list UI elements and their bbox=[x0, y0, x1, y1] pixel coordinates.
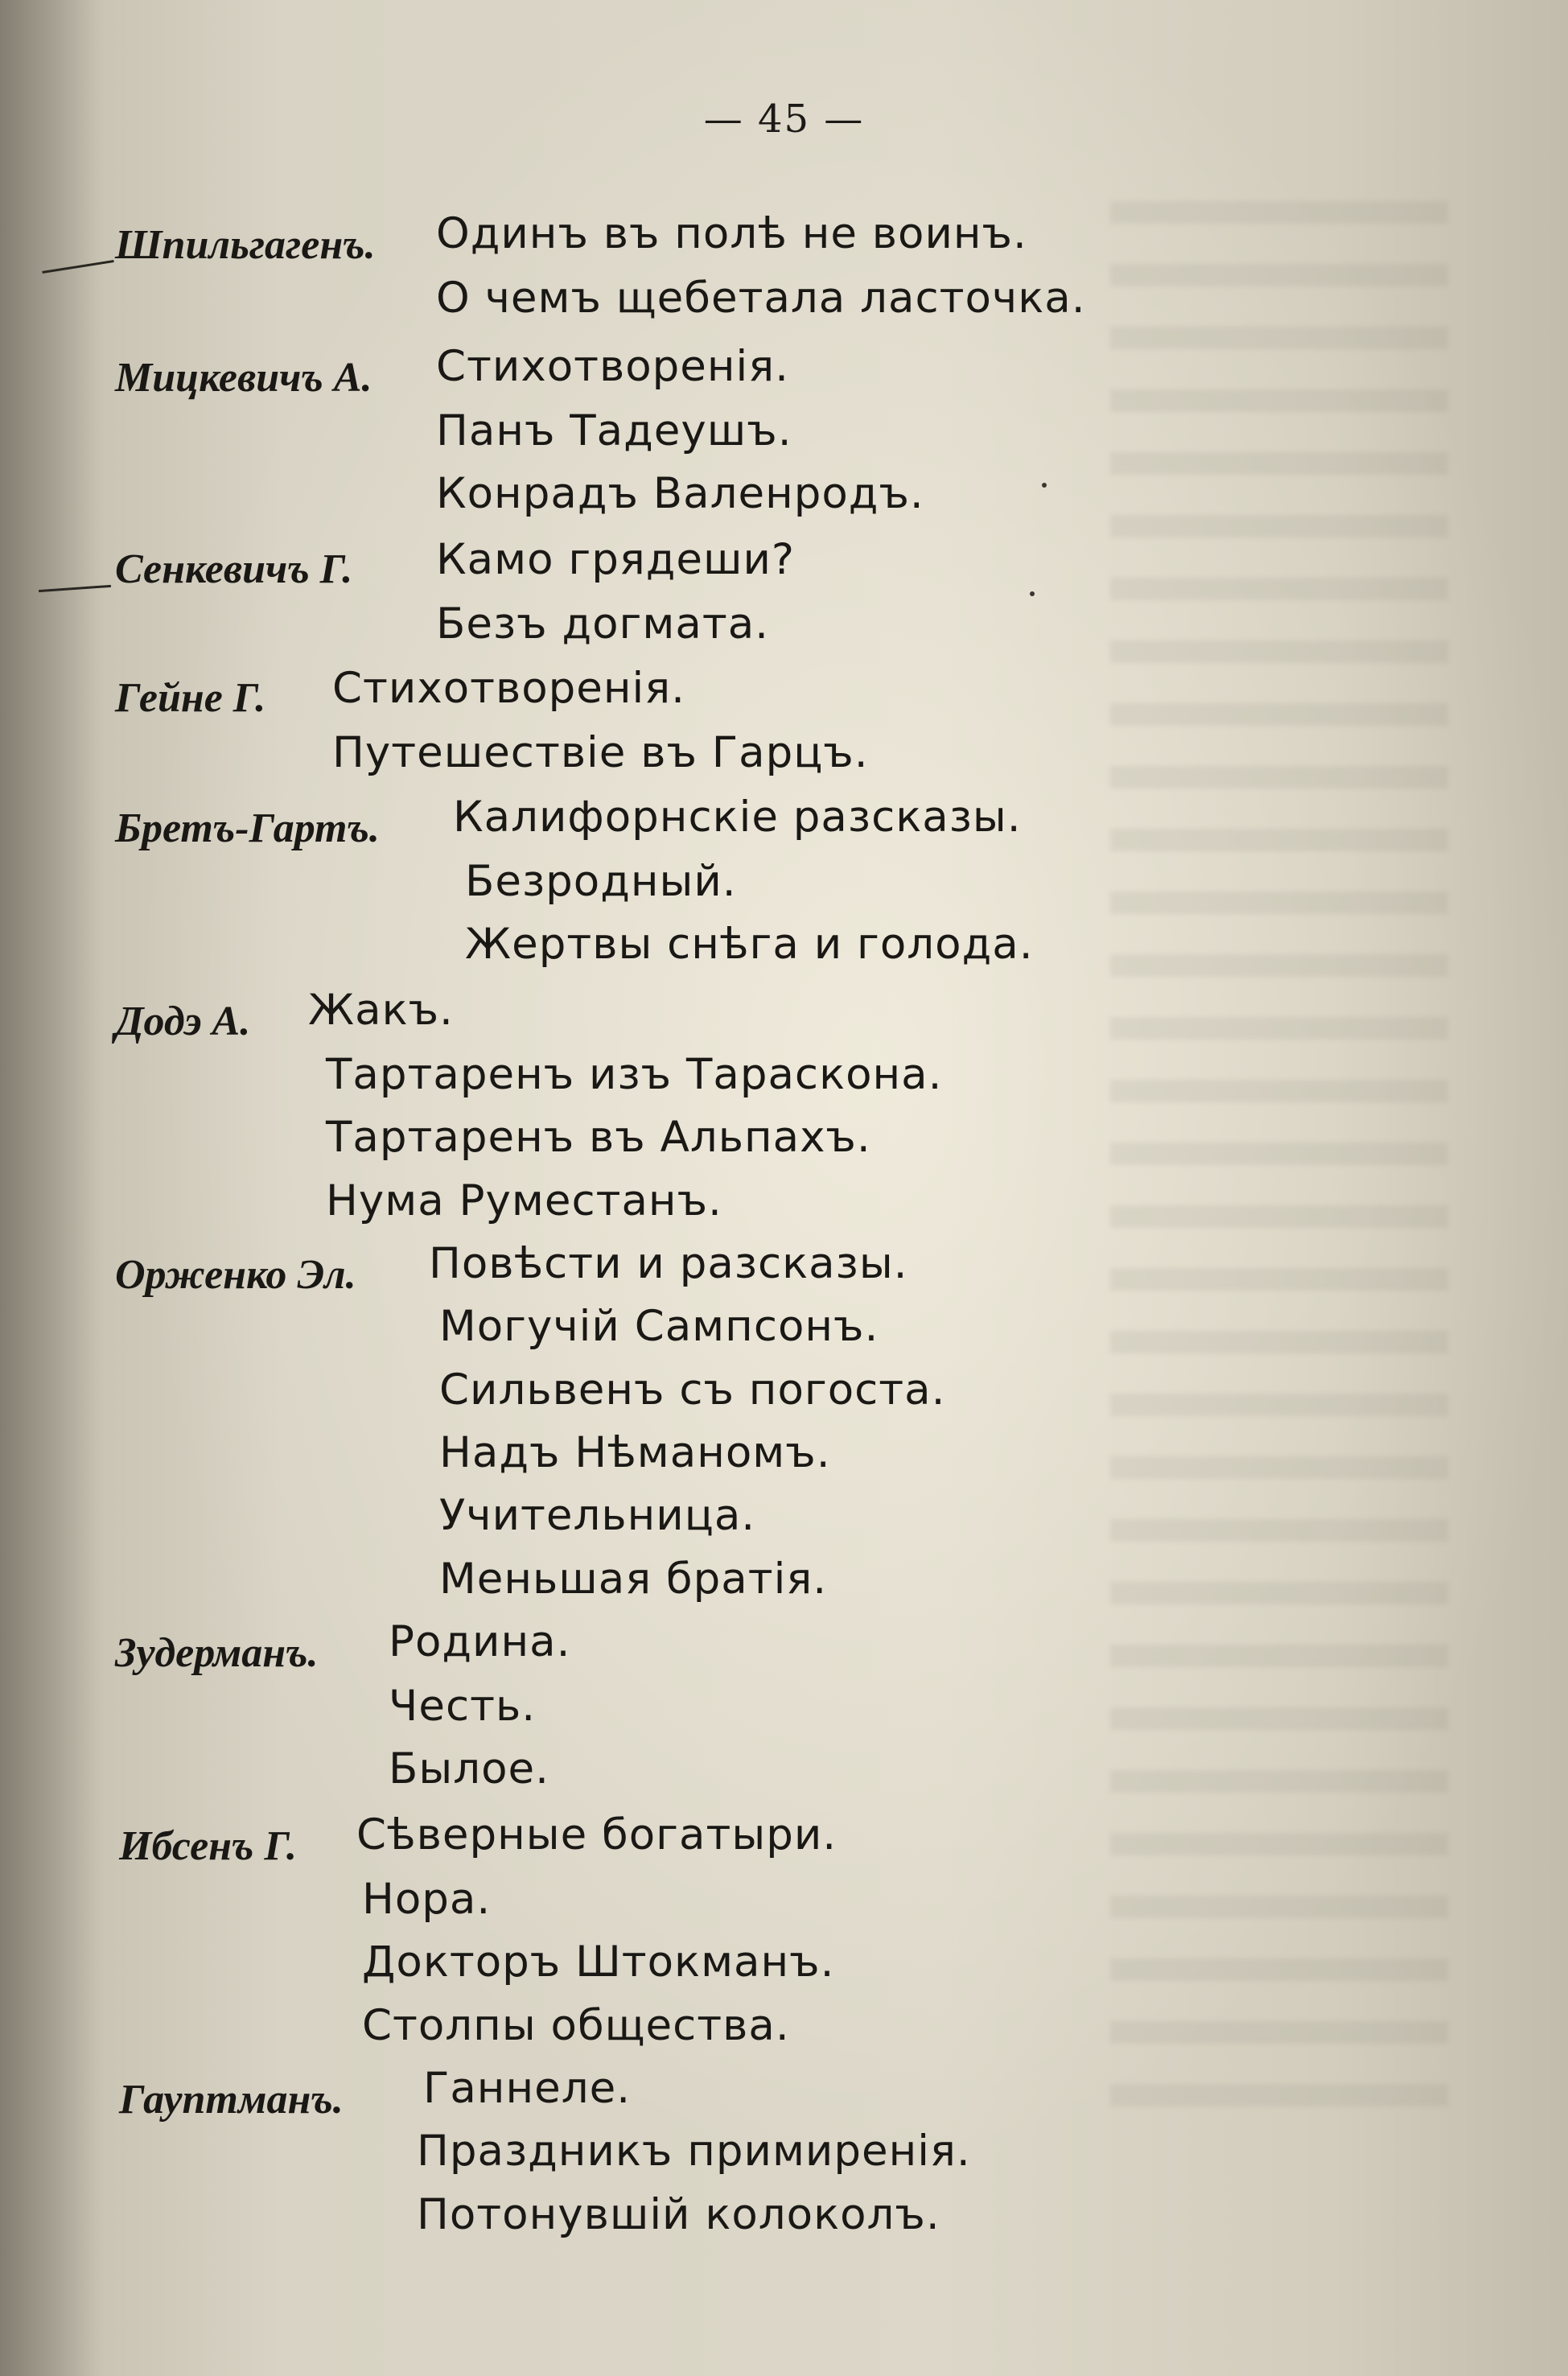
book-title: Тартаренъ въ Альпахъ. bbox=[326, 1113, 871, 1162]
book-title: Путешествіе въ Гарцъ. bbox=[332, 728, 869, 777]
book-title: Жакъ. bbox=[308, 986, 454, 1035]
book-title: Безъ догмата. bbox=[436, 599, 770, 649]
book-title: Стихотворенія. bbox=[332, 664, 686, 713]
book-title: Докторъ Штокманъ. bbox=[362, 1937, 835, 1987]
speck bbox=[1030, 591, 1035, 596]
author-name: Гейне Г. bbox=[115, 675, 266, 721]
author-name: Ибсенъ Г. bbox=[119, 1823, 297, 1869]
book-title: Конрадъ Валенродъ. bbox=[436, 469, 924, 518]
author-name: Гауптманъ. bbox=[119, 2077, 344, 2123]
book-title: Одинъ въ полѣ не воинъ. bbox=[436, 209, 1027, 258]
page-number: — 45 — bbox=[703, 97, 865, 142]
book-title: Калифорнскіе разсказы. bbox=[453, 793, 1022, 842]
book-title: Повѣсти и разсказы. bbox=[429, 1239, 908, 1288]
book-title: Камо грядеши? bbox=[436, 535, 796, 584]
book-title: Панъ Тадеушъ. bbox=[436, 406, 792, 455]
book-title: Могучій Сампсонъ. bbox=[439, 1302, 879, 1351]
book-title: Сильвенъ съ погоста. bbox=[439, 1365, 946, 1414]
book-title: Былое. bbox=[389, 1744, 549, 1793]
book-title: Стихотворенія. bbox=[436, 342, 790, 391]
book-title: Жертвы снѣга и голода. bbox=[465, 920, 1034, 969]
author-name: Додэ А. bbox=[115, 999, 251, 1044]
book-title: Нума Руместанъ. bbox=[326, 1176, 722, 1225]
author-name: Шпильгагенъ. bbox=[115, 222, 376, 268]
book-title: Учительница. bbox=[439, 1491, 756, 1540]
book-title: Праздникъ примиренія. bbox=[417, 2127, 971, 2176]
author-name: Мицкевичъ А. bbox=[115, 355, 372, 401]
book-title: Меньшая братія. bbox=[439, 1554, 828, 1604]
author-name: Бретъ-Гартъ. bbox=[115, 805, 380, 851]
book-title: Столпы общества. bbox=[362, 2001, 790, 2050]
book-title: Родина. bbox=[389, 1617, 571, 1666]
author-name: Сенкевичъ Г. bbox=[115, 546, 353, 592]
book-title: Тартаренъ изъ Тараскона. bbox=[326, 1050, 943, 1099]
book-title: Честь. bbox=[389, 1682, 537, 1731]
book-title: Сѣверные богатыри. bbox=[356, 1810, 838, 1859]
speck bbox=[1042, 483, 1047, 488]
book-title: Ганнеле. bbox=[423, 2064, 632, 2113]
author-name: Зудерманъ. bbox=[115, 1630, 319, 1676]
book-title: О чемъ щебетала ласточка. bbox=[436, 274, 1086, 323]
bleed-through-text bbox=[1110, 201, 1448, 2132]
book-title: Безродный. bbox=[465, 857, 737, 906]
author-name: Орженко Эл. bbox=[115, 1252, 356, 1298]
book-title: Надъ Нѣманомъ. bbox=[439, 1428, 831, 1477]
binding-shadow bbox=[0, 0, 105, 2376]
book-title: Потонувшій колоколъ. bbox=[417, 2190, 940, 2239]
book-title: Нора. bbox=[362, 1875, 492, 1924]
